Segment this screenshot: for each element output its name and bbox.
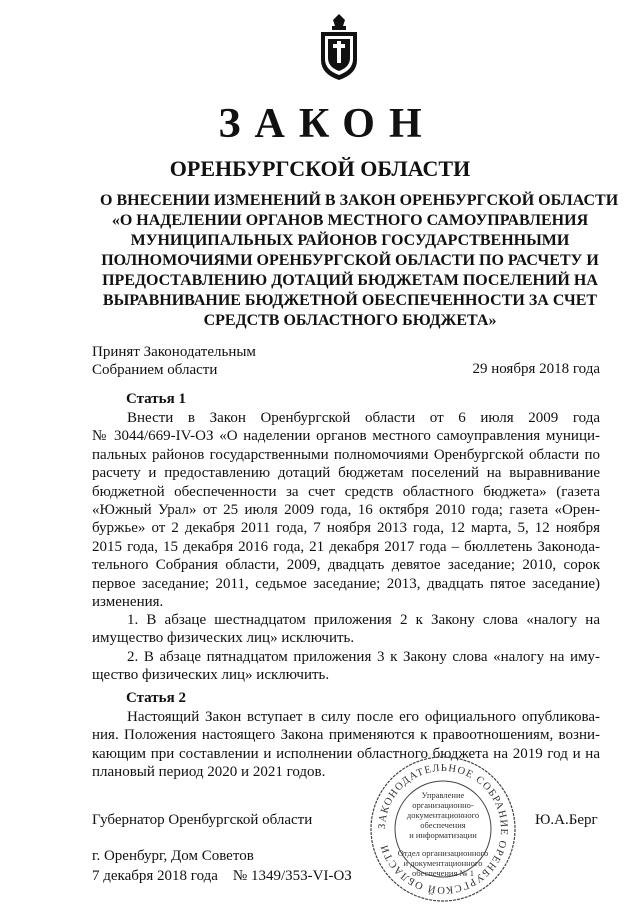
document-subtitle: ОРЕНБУРГСКОЙ ОБЛАСТИ — [169, 156, 471, 181]
law-heading — [100, 191, 619, 331]
stamp-line: Отдел организационного — [397, 848, 489, 858]
stamp-line: документационного — [406, 810, 480, 820]
text-line: «Южный Урал» от 25 июля 2009 года, 16 октября 2010 года; газета «Орен- — [92, 502, 600, 519]
stamp-line: обеспечения — [420, 820, 466, 830]
heading-line: ВЫРАВНИВАНИЕ БЮДЖЕТНОЙ ОБЕСПЕЧЕННОСТИ ЗА СЧЕТ — [102, 292, 598, 309]
article-1-title: Статья 1 — [126, 391, 186, 407]
text-line: плановый период 2020 и 2021 годов. — [92, 764, 326, 781]
text-line: пальных районов государственными полномочиями Оренбургской области по — [92, 446, 600, 463]
text-line: № 3044/669-IV-ОЗ «О наделении органов местного самоуправления муници- — [92, 428, 600, 445]
adopted-date: 29 ноября 2018 года — [472, 361, 600, 377]
text-line: тельного Собрания области, 2009, двадцать девятое заседание; 2010, сорок — [92, 557, 600, 574]
article-1-item-2 — [92, 648, 600, 685]
article-1-paragraph — [92, 409, 600, 611]
text-line: изменения. — [92, 594, 164, 611]
heading-line: ПРЕДОСТАВЛЕНИЮ ДОТАЦИЙ БЮДЖЕТАМ ПОСЕЛЕНИЙ НА — [102, 272, 598, 289]
signature-name: Ю.А.Берг — [535, 812, 598, 828]
text-line: имущество физических лиц» исключить. — [92, 630, 355, 647]
text-line: 2015 года, 15 декабря 2016 года, 21 декабря 2017 года – бюллетень Законода- — [92, 538, 600, 555]
article-1-item-1 — [92, 611, 600, 648]
text-line: щество физических лиц» исключить. — [92, 667, 330, 684]
adopted-by — [92, 343, 256, 379]
signing-place: г. Оренбург, Дом Советов — [92, 848, 254, 864]
text-line: ния. Положения настоящего Закона применяются к правоотношениям, возни- — [92, 727, 600, 744]
text-line: Внести в Закон Оренбургской области от 6 июля 2009 года — [127, 410, 600, 426]
text-line: расчету и предоставлению дотаций бюджетам поселений на выравнивание — [92, 465, 600, 482]
heading-line: «О НАДЕЛЕНИИ ОРГАНОВ МЕСТНОГО САМОУПРАВЛЕНИЯ — [111, 212, 589, 229]
stamp-line: Управление — [421, 790, 465, 800]
text-line: кающим при составлении и исполнении областного бюджета на 2019 год и на — [92, 745, 600, 762]
heading-line: О ВНЕСЕНИИ ИЗМЕНЕНИЙ В ЗАКОН ОРЕНБУРГСКОЙ ОБЛАСТИ — [100, 192, 619, 209]
text-line: буржье» от 2 декабря 2011 года, 7 ноября 2013 года, 12 марта, 5, 12 ноября — [92, 520, 600, 537]
adopted-line: Принят Законодательным — [92, 344, 256, 360]
text-line: первое заседание; 2011, седьмое заседание; 2013, двадцать пятое заседание) — [92, 575, 600, 592]
stamp-ring-text: ЗАКОНОДАТЕЛЬНОЕ СОБРАНИЕ ОРЕНБУРГСКОЙ ОБЛАСТИ — [376, 762, 510, 896]
date-and-number: 7 декабря 2018 года № 1349/353-VI-ОЗ — [92, 868, 352, 884]
signature-title: Губернатор Оренбургской области — [92, 812, 313, 828]
stamp-line: организационно- — [412, 800, 474, 810]
text-line: 2. В абзаце пятнадцатом приложения 3 к Закону слова «налогу на иму- — [127, 649, 600, 665]
adopted-line: Собранием области — [92, 362, 218, 378]
text-line: Настоящий Закон вступает в силу после его официального опубликова- — [127, 709, 600, 725]
heading-line: СРЕДСТВ ОБЛАСТНОГО БЮДЖЕТА» — [203, 312, 497, 329]
heading-line: МУНИЦИПАЛЬНЫХ РАЙОНОВ ГОСУДАРСТВЕННЫМИ — [130, 232, 570, 249]
document-title: ЗАКОН — [218, 101, 436, 147]
article-2-title: Статья 2 — [126, 690, 186, 706]
stamp-line: и информатизации — [409, 830, 477, 840]
stamp-inner-text — [393, 790, 493, 878]
text-line: 1. В абзаце шестнадцатом приложения 2 к Закону слова «налогу на — [127, 612, 600, 628]
article-2-paragraph — [92, 708, 600, 782]
coat-of-arms-icon — [315, 12, 363, 82]
text-line: бюджетной обеспеченности за счет средств областного бюджета» (газета — [92, 483, 600, 500]
stamp-line: обеспечения № 1 — [412, 868, 474, 878]
heading-line: ПОЛНОМОЧИЯМИ ОРЕНБУРГСКОЙ ОБЛАСТИ ПО РАСЧЕТУ И — [101, 252, 599, 269]
stamp-line: и документационного — [403, 858, 483, 868]
